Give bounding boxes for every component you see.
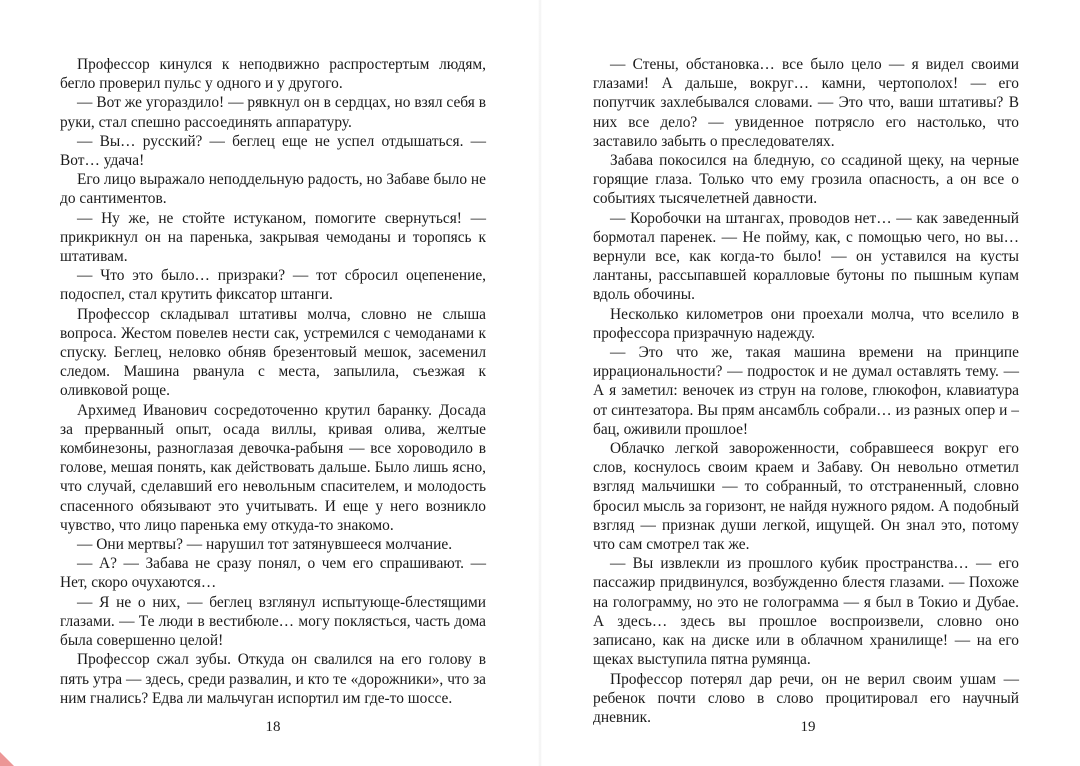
paragraph: — Они мертвы? — нарушил тот затянувшееся молчание. bbox=[77, 536, 453, 554]
paragraph: Профессор кинулся к неподвижно распростертым людям, бегло проверил пульс у одного и у другого. bbox=[60, 56, 486, 93]
paragraph: — А? — Забава не сразу понял, о чем его спрашивают. — Нет, скоро очухаются… bbox=[60, 555, 486, 592]
left-page-text bbox=[60, 55, 486, 708]
paragraph: — Стены, обстановка… все было цело — я видел своими глазами! А дальше, вокруг… камни, чертополох! — его попутчик захлебывался словами. — Это что, ваши штативы? В них все дело? — увиденное потрясло его настолько, что заставило забыть о преследователях. bbox=[593, 56, 1019, 150]
paragraph: Несколько километров они проехали молча, что вселило в профессора призрачную надежду. bbox=[593, 305, 1019, 342]
page-number-left: 18 bbox=[265, 719, 281, 735]
paragraph: Профессор потерял дар речи, он не верил своим ушам — ребенок почти слово в слово процитировал его научный дневник. bbox=[593, 670, 1019, 726]
corner-mark bbox=[0, 752, 14, 766]
paragraph: — Вы извлекли из прошлого кубик пространства… — его пассажир придвинулся, возбужденно блестя глазами. — Похоже на голограмму, но это не голограмма — я был в Токио и Дубае. А здесь… здесь вы прошлое воспроизвели, словно оно записано, как на диске или в облачном хранилище! — на его щеках выступила пятна румянца. bbox=[593, 555, 1019, 669]
paragraph: Облачко легкой завороженности, собравшееся вокруг его слов, коснулось своим краем и Забаву. Он невольно отметил взгляд мальчишки — то собранный, то отстраненный, словно бросил мысль за горизонт, не найдя нужного рядом. А подобный взгляд — признак души легкой, ищущей. Он знал это, потому что сам смотрел так же. bbox=[593, 440, 1019, 554]
paragraph: Забава покосился на бледную, со ссадиной щеку, на черные горящие глаза. Только что ему грозила опасность, а он все о событиях тысячелетней давности. bbox=[593, 152, 1019, 208]
page-number-right: 19 bbox=[800, 719, 816, 735]
paragraph: Архимед Иванович сосредоточенно крутил баранку. Досада за прерванный опыт, осада виллы, кривая олива, желтые комбинезоны, разноглазая девочка-рабыня — все хороводило в голове, мешая понять, как действовать дальше. Было лишь ясно, что случай, сделавший его невольным спасителем, и молодость спасенного обязывают это учитывать. И еще у него возникло чувство, что лицо паренька ему откуда-то знакомо. bbox=[60, 401, 486, 534]
paragraph: Профессор сжал зубы. Откуда он свалился на его голову в пять утра — здесь, среди развалин, и кто те «дорожники», что за ним гнались? Едва ли мальчуган испортил им где-то шоссе. bbox=[60, 651, 486, 707]
book-gutter bbox=[538, 0, 542, 766]
paragraph: — Ну же, не стойте истуканом, помогите свернуться! — прикрикнул он на паренька, закрывая чемоданы и торопясь к штативам. bbox=[60, 209, 486, 266]
paragraph: — Что это было… призраки? — тот сбросил оцепенение, подоспел, стал крутить фиксатор штанги. bbox=[60, 267, 486, 304]
paragraph: — Это что же, такая машина времени на принципе иррациональности? — подросток и не думал оставлять тему. — А я заметил: веночек из струн на голове, глюкофон, клавиатура от синтезатора. Вы прям ансамбль собрали… из разных опер и – бац, оживили прошлое! bbox=[593, 344, 1019, 438]
right-page-text bbox=[593, 55, 1019, 727]
paragraph: — Вот же угораздило! — рявкнул он в сердцах, но взял себя в руки, стал спешно рассоединять аппаратуру. bbox=[60, 94, 486, 131]
paragraph: — Я не о них, — беглец взглянул испытующе-блестящими глазами. — Те люди в вестибюле… могу поклясться, часть дома была совершенно целой! bbox=[60, 593, 486, 650]
paragraph: Профессор складывал штативы молча, словно не слыша вопроса. Жестом повелев нести сак, устремился с чемоданами к спуску. Беглец, неловко обняв брезентовый мешок, засеменил следом. Машина рванула с места, запылила, съезжая к оливковой роще. bbox=[60, 305, 486, 400]
paragraph: — Вы… русский? — беглец еще не успел отдышаться. — Вот… удача! bbox=[60, 132, 486, 170]
paragraph: — Коробочки на штангах, проводов нет… — как заведенный бормотал паренек. — Не пойму, как, с помощью чего, но вы… вернули все, как когда-то было! — он уставился на кусты лантаны, рассыпавшей коралловые бутоны по пышным купам вдоль обочины. bbox=[593, 209, 1019, 304]
paragraph: Его лицо выражало неподдельную радость, но Забаве было не до сантиментов. bbox=[60, 171, 486, 208]
